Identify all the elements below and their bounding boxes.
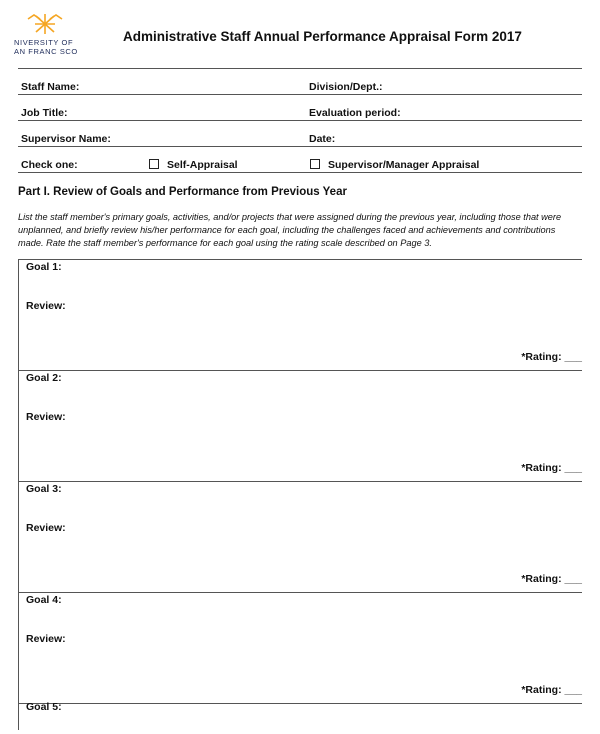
goal-label: Goal 3: [26,483,62,495]
review-label: Review: [26,300,66,312]
goal-block[interactable] [19,371,582,482]
goal-block[interactable] [19,593,582,704]
staff-info-row [18,147,582,173]
logo-text-line1: NIVERSITY OF [14,38,74,47]
form-title: Administrative Staff Annual Performance Appraisal Form 2017 [123,29,522,44]
goals-table [18,259,582,730]
part1-instructions: List the staff member's primary goals, activities, and/or projects that were assigned during the previous year, including those that were unplanned, and briefly review his/her performance for each goal, including the challenges faced and achievements and contributions made. Rate the staff member's performance for each goal using the rating scale described on Page 3. [18,212,562,248]
check-one-label: Check one: [21,159,78,171]
review-label: Review: [26,411,66,423]
university-logo [14,14,84,56]
supervisor-appraisal-checkbox[interactable] [310,159,320,169]
rating-field[interactable]: *Rating: ___ [521,462,582,474]
staff-name-field[interactable]: Staff Name: [21,81,80,93]
division-field[interactable]: Division/Dept.: [309,81,383,93]
staff-info-row [18,95,582,121]
staff-info-table [18,68,582,173]
goal-block[interactable] [19,260,582,371]
supervisor-name-field[interactable]: Supervisor Name: [21,133,111,145]
review-label: Review: [26,522,66,534]
date-field[interactable]: Date: [309,133,336,145]
supervisor-appraisal-option[interactable] [310,159,479,171]
rating-field[interactable]: *Rating: ___ [521,684,582,696]
goal-label: Goal 4: [26,594,62,606]
staff-info-row [18,69,582,95]
review-label: Review: [26,633,66,645]
self-appraisal-label: Self-Appraisal [167,159,238,171]
self-appraisal-checkbox[interactable] [149,159,159,169]
supervisor-appraisal-label: Supervisor/Manager Appraisal [328,159,480,171]
evaluation-period-field[interactable]: Evaluation period: [309,107,401,119]
goal-label: Goal 5: [26,701,62,713]
staff-info-row [18,121,582,147]
goal-label: Goal 1: [26,261,62,273]
logo-text-line2: AN FRANC SCO [14,47,78,56]
part1-title: Part I. Review of Goals and Performance from Previous Year [18,186,347,198]
job-title-field[interactable]: Job Title: [21,107,68,119]
rating-field[interactable]: *Rating: ___ [521,351,582,363]
university-logo-icon [26,14,64,36]
rating-field[interactable]: *Rating: ___ [521,573,582,585]
goal-block[interactable] [19,482,582,593]
self-appraisal-option[interactable] [149,159,238,171]
goal-label: Goal 2: [26,372,62,384]
